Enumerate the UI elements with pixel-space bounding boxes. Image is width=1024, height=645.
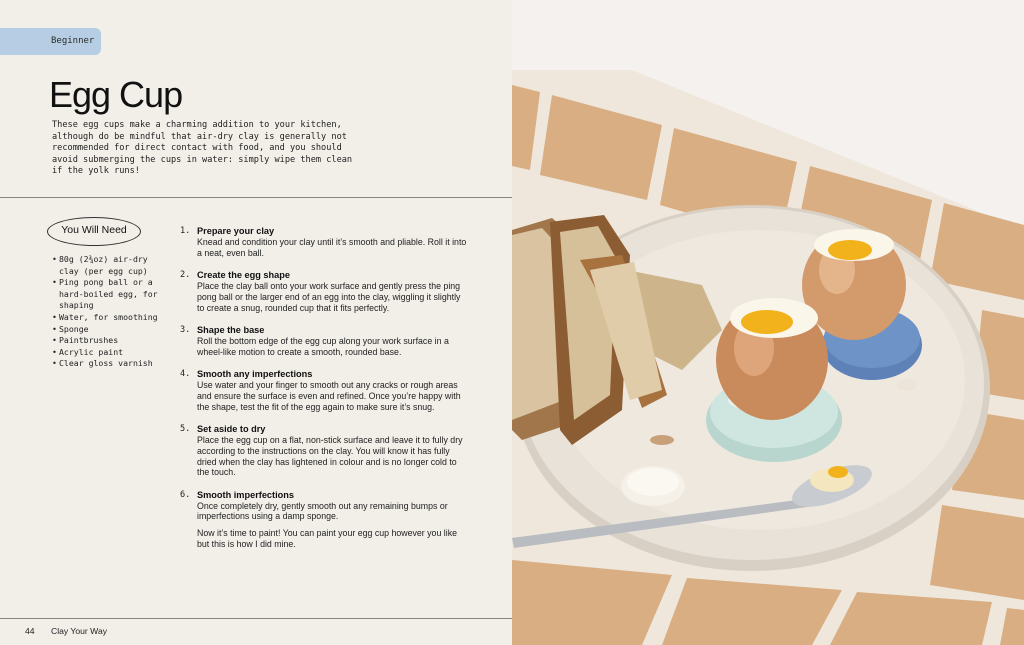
- closing-text: Now it’s time to paint! You can paint your egg cup however you like but this is how I did mine.: [197, 528, 457, 549]
- instruction-steps: [180, 226, 470, 534]
- step-4: [180, 369, 470, 412]
- back-egg: [802, 229, 906, 340]
- step-number: 3.: [180, 324, 191, 335]
- book-title: Clay Your Way: [51, 626, 108, 636]
- step-5: [180, 424, 470, 478]
- list-item: • Sponge: [52, 324, 164, 336]
- step-heading: Shape the base: [197, 324, 265, 335]
- step-text: Knead and condition your clay until it’s smooth and pliable. Roll it into a neat, even ball.: [197, 237, 467, 258]
- page-title: Egg Cup: [49, 74, 183, 115]
- materials-list: [52, 254, 164, 370]
- step-number: 4.: [180, 369, 191, 380]
- divider-bottom: [0, 618, 512, 619]
- intro-text: These egg cups make a charming addition to your kitchen, although do be mindful that air-dry clay is generally not recommended for direct contact with food, and you should avoid submerging the cups in water: simply wipe them clean if the yolk runs!: [52, 120, 353, 177]
- page-number: 44: [25, 626, 35, 636]
- step-number: 5.: [180, 423, 191, 434]
- step-number: 1.: [180, 226, 191, 236]
- level-badge: [0, 28, 101, 55]
- list-item: • Acrylic paint: [52, 347, 164, 359]
- step-text: Place the clay ball onto your work surface and gently press the ping pong ball or the larger end of an egg into the clay, wiggling it slightly to create a snug, rounded cup that it fits perfectly.: [197, 281, 461, 313]
- step-heading: Prepare your clay: [197, 226, 275, 236]
- step-2: [180, 270, 470, 313]
- list-item: • Ping pong ball or a hard-boiled egg, for shaping: [52, 277, 164, 312]
- step-text: Roll the bottom edge of the egg cup along your work surface in a wheel-like motion to create a smooth, rounded base.: [197, 335, 449, 357]
- step-number: 6.: [180, 489, 191, 500]
- step-heading: Create the egg shape: [197, 270, 290, 281]
- you-will-need-heading: [47, 217, 141, 246]
- list-item: • Clear gloss varnish: [52, 358, 164, 370]
- front-egg: [716, 298, 828, 420]
- list-item: • 80g (2¾oz) air-dry clay (per egg cup): [52, 254, 164, 277]
- step-6: [180, 490, 470, 523]
- step-heading: Set aside to dry: [197, 423, 266, 434]
- step-number: 2.: [180, 270, 191, 281]
- step-text: Place the egg cup on a flat, non-stick surface and leave it to fully dry according to the instructions on the clay. You will know it has fully dried when the clay has lightened in colour and is no longer cold to the touch.: [197, 434, 463, 478]
- step-text: Once completely dry, gently smooth out any remaining bumps or imperfections using a damp sponge.: [197, 500, 448, 522]
- step-1: [180, 226, 470, 259]
- you-will-need-label: You Will Need: [61, 224, 127, 236]
- step-heading: Smooth imperfections: [197, 489, 294, 500]
- egg-cup-photo: [512, 0, 1024, 645]
- level-badge-label: Beginner: [51, 36, 95, 46]
- step-3: [180, 325, 470, 358]
- step-text: Use water and your finger to smooth out any cracks or rough areas and ensure the surface is even and refined. Once you’re happy with the shape, test the fit of the egg again to make sure it’s snug.: [197, 380, 461, 412]
- divider-top: [0, 197, 512, 198]
- list-item: • Paintbrushes: [52, 335, 164, 347]
- step-heading: Smooth any imperfections: [197, 369, 313, 380]
- list-item: • Water, for smoothing: [52, 312, 164, 324]
